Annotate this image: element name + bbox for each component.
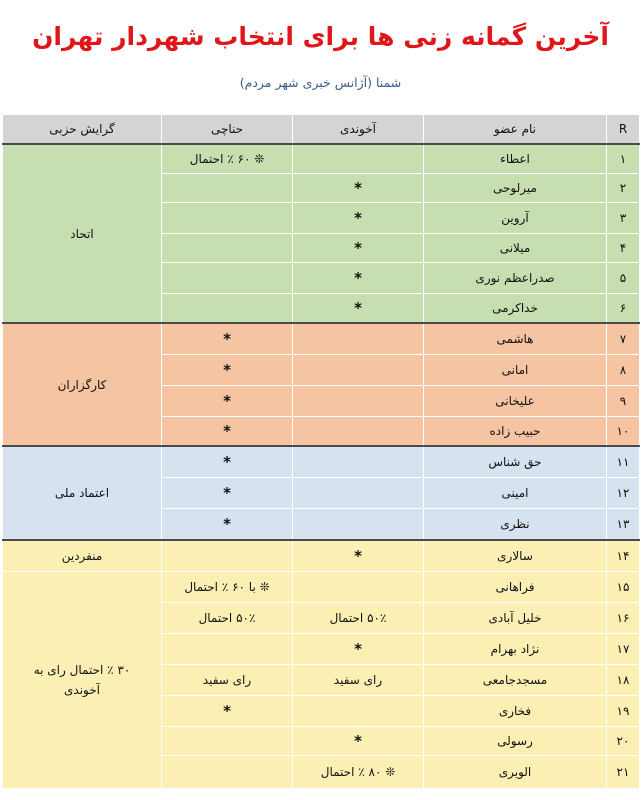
- row-number: ۱۳: [607, 509, 640, 541]
- row-number: ۱: [607, 144, 640, 174]
- party-affiliation: اتحاد: [3, 144, 162, 323]
- member-name: امینی: [424, 478, 607, 509]
- member-name: نظری: [424, 509, 607, 541]
- hanachi-vote: ❊ ۶۰ ٪ احتمال: [162, 144, 293, 174]
- hanachi-vote: ۵۰٪ احتمال: [162, 603, 293, 634]
- row-number: ۷: [607, 323, 640, 355]
- akhundi-vote: [293, 446, 424, 478]
- akhundi-vote: [293, 144, 424, 174]
- table-row: [3, 446, 640, 478]
- member-name: هاشمی: [424, 323, 607, 355]
- row-number: ۸: [607, 355, 640, 386]
- akhundi-vote: *: [293, 294, 424, 324]
- table-row: [3, 144, 640, 174]
- akhundi-vote: *: [293, 727, 424, 756]
- member-name: آروین: [424, 203, 607, 234]
- member-name: صدراعظم نوری: [424, 263, 607, 294]
- hanachi-vote: [162, 263, 293, 294]
- hanachi-vote: [162, 540, 293, 572]
- member-name: سالاری: [424, 540, 607, 572]
- row-number: ۲: [607, 174, 640, 203]
- header-party: گرایش حزبی: [3, 115, 162, 145]
- member-name: میلانی: [424, 234, 607, 263]
- table-row: [3, 323, 640, 355]
- party-affiliation: منفردین: [3, 540, 162, 572]
- member-name: خلیل آبادی: [424, 603, 607, 634]
- hanachi-vote: رای سفید: [162, 665, 293, 696]
- party-affiliation: اعتماد ملی: [3, 446, 162, 540]
- party-note: ۳۰ ٪ احتمال رای به آخوندی: [3, 572, 162, 789]
- hanachi-vote: [162, 727, 293, 756]
- member-name: مسجدجامعی: [424, 665, 607, 696]
- hanachi-vote: [162, 756, 293, 789]
- hanachi-vote: [162, 203, 293, 234]
- header-name: نام عضو: [424, 115, 607, 145]
- member-name: حق شناس: [424, 446, 607, 478]
- hanachi-vote: *: [162, 386, 293, 417]
- hanachi-vote: *: [162, 509, 293, 541]
- hanachi-vote: *: [162, 355, 293, 386]
- member-name: فخاری: [424, 696, 607, 727]
- header-akhundi: آخوندی: [293, 115, 424, 145]
- akhundi-vote: ۵۰٪ احتمال: [293, 603, 424, 634]
- header-row: [3, 115, 640, 145]
- akhundi-vote: *: [293, 174, 424, 203]
- header-hanachi: حناچی: [162, 115, 293, 145]
- member-name: الویری: [424, 756, 607, 789]
- akhundi-vote: *: [293, 540, 424, 572]
- member-name: نژاد بهرام: [424, 634, 607, 665]
- member-name: اعطاء: [424, 144, 607, 174]
- members-table: [2, 114, 640, 789]
- member-name: امانی: [424, 355, 607, 386]
- row-number: ۱۱: [607, 446, 640, 478]
- hanachi-vote: [162, 234, 293, 263]
- akhundi-vote: *: [293, 203, 424, 234]
- row-number: ۴: [607, 234, 640, 263]
- member-name: خداکرمی: [424, 294, 607, 324]
- member-name: حبیب زاده: [424, 417, 607, 447]
- akhundi-vote: [293, 509, 424, 541]
- row-number: ۱۴: [607, 540, 640, 572]
- akhundi-vote: [293, 572, 424, 603]
- hanachi-vote: [162, 174, 293, 203]
- akhundi-vote: *: [293, 234, 424, 263]
- hanachi-vote: *: [162, 696, 293, 727]
- row-number: ۱۲: [607, 478, 640, 509]
- akhundi-vote: *: [293, 634, 424, 665]
- akhundi-vote: *: [293, 263, 424, 294]
- hanachi-vote: [162, 634, 293, 665]
- hanachi-vote: ❊ با ۶۰ ٪ احتمال: [162, 572, 293, 603]
- akhundi-vote: [293, 355, 424, 386]
- table-row: [3, 540, 640, 572]
- hanachi-vote: *: [162, 417, 293, 447]
- page-title: آخرین گمانه زنی ها برای انتخاب شهردار تهران: [32, 22, 609, 51]
- row-number: ۱۹: [607, 696, 640, 727]
- header-r: R: [607, 115, 640, 145]
- row-number: ۵: [607, 263, 640, 294]
- hanachi-vote: *: [162, 323, 293, 355]
- row-number: ۹: [607, 386, 640, 417]
- row-number: ۱۷: [607, 634, 640, 665]
- row-number: ۲۱: [607, 756, 640, 789]
- member-name: رسولی: [424, 727, 607, 756]
- akhundi-vote: [293, 386, 424, 417]
- row-number: ۶: [607, 294, 640, 324]
- party-affiliation: کارگزاران: [3, 323, 162, 446]
- hanachi-vote: *: [162, 478, 293, 509]
- hanachi-vote: *: [162, 446, 293, 478]
- akhundi-vote: [293, 478, 424, 509]
- akhundi-vote: [293, 696, 424, 727]
- akhundi-vote: [293, 323, 424, 355]
- row-number: ۱۰: [607, 417, 640, 447]
- member-name: میرلوحی: [424, 174, 607, 203]
- akhundi-vote: [293, 417, 424, 447]
- row-number: ۲۰: [607, 727, 640, 756]
- akhundi-vote: رای سفید: [293, 665, 424, 696]
- akhundi-vote: ❊ ۸۰ ٪ احتمال: [293, 756, 424, 789]
- row-number: ۳: [607, 203, 640, 234]
- member-name: فراهانی: [424, 572, 607, 603]
- hanachi-vote: [162, 294, 293, 324]
- member-name: علیخانی: [424, 386, 607, 417]
- row-number: ۱۵: [607, 572, 640, 603]
- row-number: ۱۸: [607, 665, 640, 696]
- source-caption: شمنا (آژانس خبری شهر مردم): [239, 75, 402, 90]
- table-row: [3, 572, 640, 603]
- row-number: ۱۶: [607, 603, 640, 634]
